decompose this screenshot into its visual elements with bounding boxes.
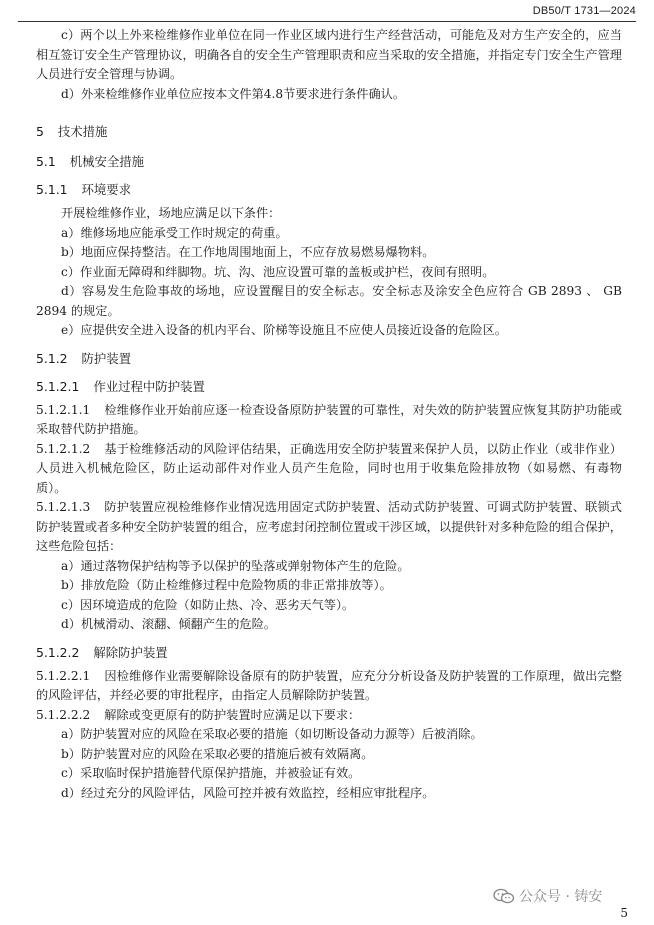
- page-number: 5: [620, 906, 628, 920]
- section-number: 5.1.2: [36, 350, 68, 366]
- clause-number: 5.1.2.2.1: [36, 668, 91, 683]
- clause-5-1-2-1-1: [36, 401, 622, 440]
- environment-intro: 开展检维修作业，场地应满足以下条件：: [61, 206, 281, 220]
- section-5-1-1-heading: [36, 180, 622, 200]
- clause-number: 5.1.2.2.2: [36, 707, 91, 722]
- section-number: 5.1.1: [36, 182, 68, 197]
- section-5-1-2-1-heading: [36, 377, 622, 397]
- clause-5-1-2-2-1: [36, 667, 622, 706]
- section-number: 5.1.2.1: [36, 378, 80, 394]
- section-number: 5.1: [36, 154, 56, 169]
- document-body: [36, 26, 622, 803]
- section-number: 5.1.2.2: [36, 644, 80, 660]
- paragraph-c-safety-agreement: c）两个以上外来检维修作业单位在同一作业区域内进行生产经营活动，可能危及对方生产安全的，应当相互签订安全生产管理协议，明确各自的安全生产管理职责和应当采取的安全措施，并指定专门安全生产管理人员进行安全管理与协调。: [36, 28, 622, 81]
- section-title: 解除防护装置: [93, 644, 168, 660]
- section-title: 作业过程中防护装置: [93, 378, 205, 394]
- list-item: a）通过落物保护结构等予以保护的坠落或弹射物体产生的危险。: [61, 558, 410, 573]
- section-title: 技术措施: [57, 124, 108, 139]
- list-item: d）经过充分的风险评估，风险可控并被有效监控，经相应审批程序。: [61, 785, 435, 800]
- clause-5-1-2-1-2: [36, 440, 622, 499]
- section-title: 环境要求: [81, 182, 132, 197]
- wechat-watermark: [493, 886, 602, 906]
- clause-number: 5.1.2.1.1: [36, 402, 91, 417]
- list-item: e）应提供安全进入设备的机内平台、阶梯等设施且不应使人员接近设备的危险区。: [61, 323, 507, 337]
- list-item: b）地面应保持整洁。在工作地周围地面上，不应存放易燃易爆物料。: [61, 245, 435, 259]
- section-title: 机械安全措施: [69, 154, 145, 169]
- clause-number: 5.1.2.1.3: [36, 500, 91, 514]
- list-item: a）维修场地应能承受工作时规定的荷重。: [61, 225, 288, 240]
- clause-text: 解除或变更原有的防护装置时应满足以下要求：: [104, 707, 361, 722]
- section-5-1-2-2-heading: [36, 643, 622, 663]
- wechat-icon: [493, 888, 515, 904]
- list-item: c）作业面无障碍和绊脚物。坑、沟、池应设置可靠的盖板或护栏，夜间有照明。: [61, 264, 495, 279]
- clause-text: 防护装置应视检维修作业情况选用固定式防护装置、活动式防护装置、可调式防护装置、联锁式防护装置或者多种安全防护装置的组合，应考虑封闭控制位置或干涉区域，以提供针对多种危险的组合保护，这些危险包括：: [36, 500, 622, 553]
- list-item: c）采取临时保护措施替代原保护措施，并被验证有效。: [61, 766, 361, 780]
- clause-number: 5.1.2.1.2: [36, 441, 91, 456]
- clause-5-1-2-2-2: [36, 706, 622, 726]
- watermark-text: 公众号 · 铸安: [519, 889, 603, 905]
- header-rule: [18, 21, 636, 22]
- doc-code: DB50/T 1731—2024: [532, 5, 636, 17]
- list-item: d）容易发生危险事故的场地，应设置醒目的安全标志。安全标志及涂安全色应符合 GB 2893 、 GB 2894 的规定。: [36, 284, 622, 318]
- clause-text: 基于检维修活动的风险评估结果，正确选用安全防护装置来保护人员，以防止作业（或非作业）人员进入机械危险区，防止运动部件对作业人员产生危险，同时也用于收集危险排放物（如易燃、有毒物质）。: [36, 441, 622, 495]
- list-item: b）防护装置对应的风险在采取必要的措施后被有效隔离。: [61, 746, 374, 761]
- list-item: b）排放危险（防止检维修过程中危险物质的非正常排放等）。: [61, 578, 392, 592]
- section-number: 5: [36, 124, 44, 139]
- list-item: d）机械滑动、滚翻、倾翻产生的危险。: [61, 617, 276, 631]
- clause-text: 因检维修作业需要解除设备原有的防护装置，应充分分析设备及防护装置的工作原理，做出完整的风险评估，并经必要的审批程序，由指定人员解除防护装置。: [36, 668, 622, 702]
- list-item: a）防护装置对应的风险在采取必要的措施（如切断设备动力源等）后被消除。: [61, 727, 483, 741]
- section-5-1-2-heading: [36, 349, 622, 369]
- paragraph-d-condition-check: d）外来检维修作业单位应按本文件第4.8节要求进行条件确认。: [61, 86, 406, 101]
- section-title: 防护装置: [81, 350, 132, 366]
- clause-text: 检维修作业开始前应逐一检查设备原防护装置的可靠性，对失效的防护装置应恢复其防护功能或采取替代防护措施。: [36, 402, 622, 436]
- list-item: c）因环境造成的危险（如防止热、冷、恶劣天气等）。: [61, 597, 355, 612]
- section-5-heading: [36, 122, 622, 142]
- section-5-1-heading: [36, 152, 622, 172]
- clause-5-1-2-1-3: [36, 498, 622, 557]
